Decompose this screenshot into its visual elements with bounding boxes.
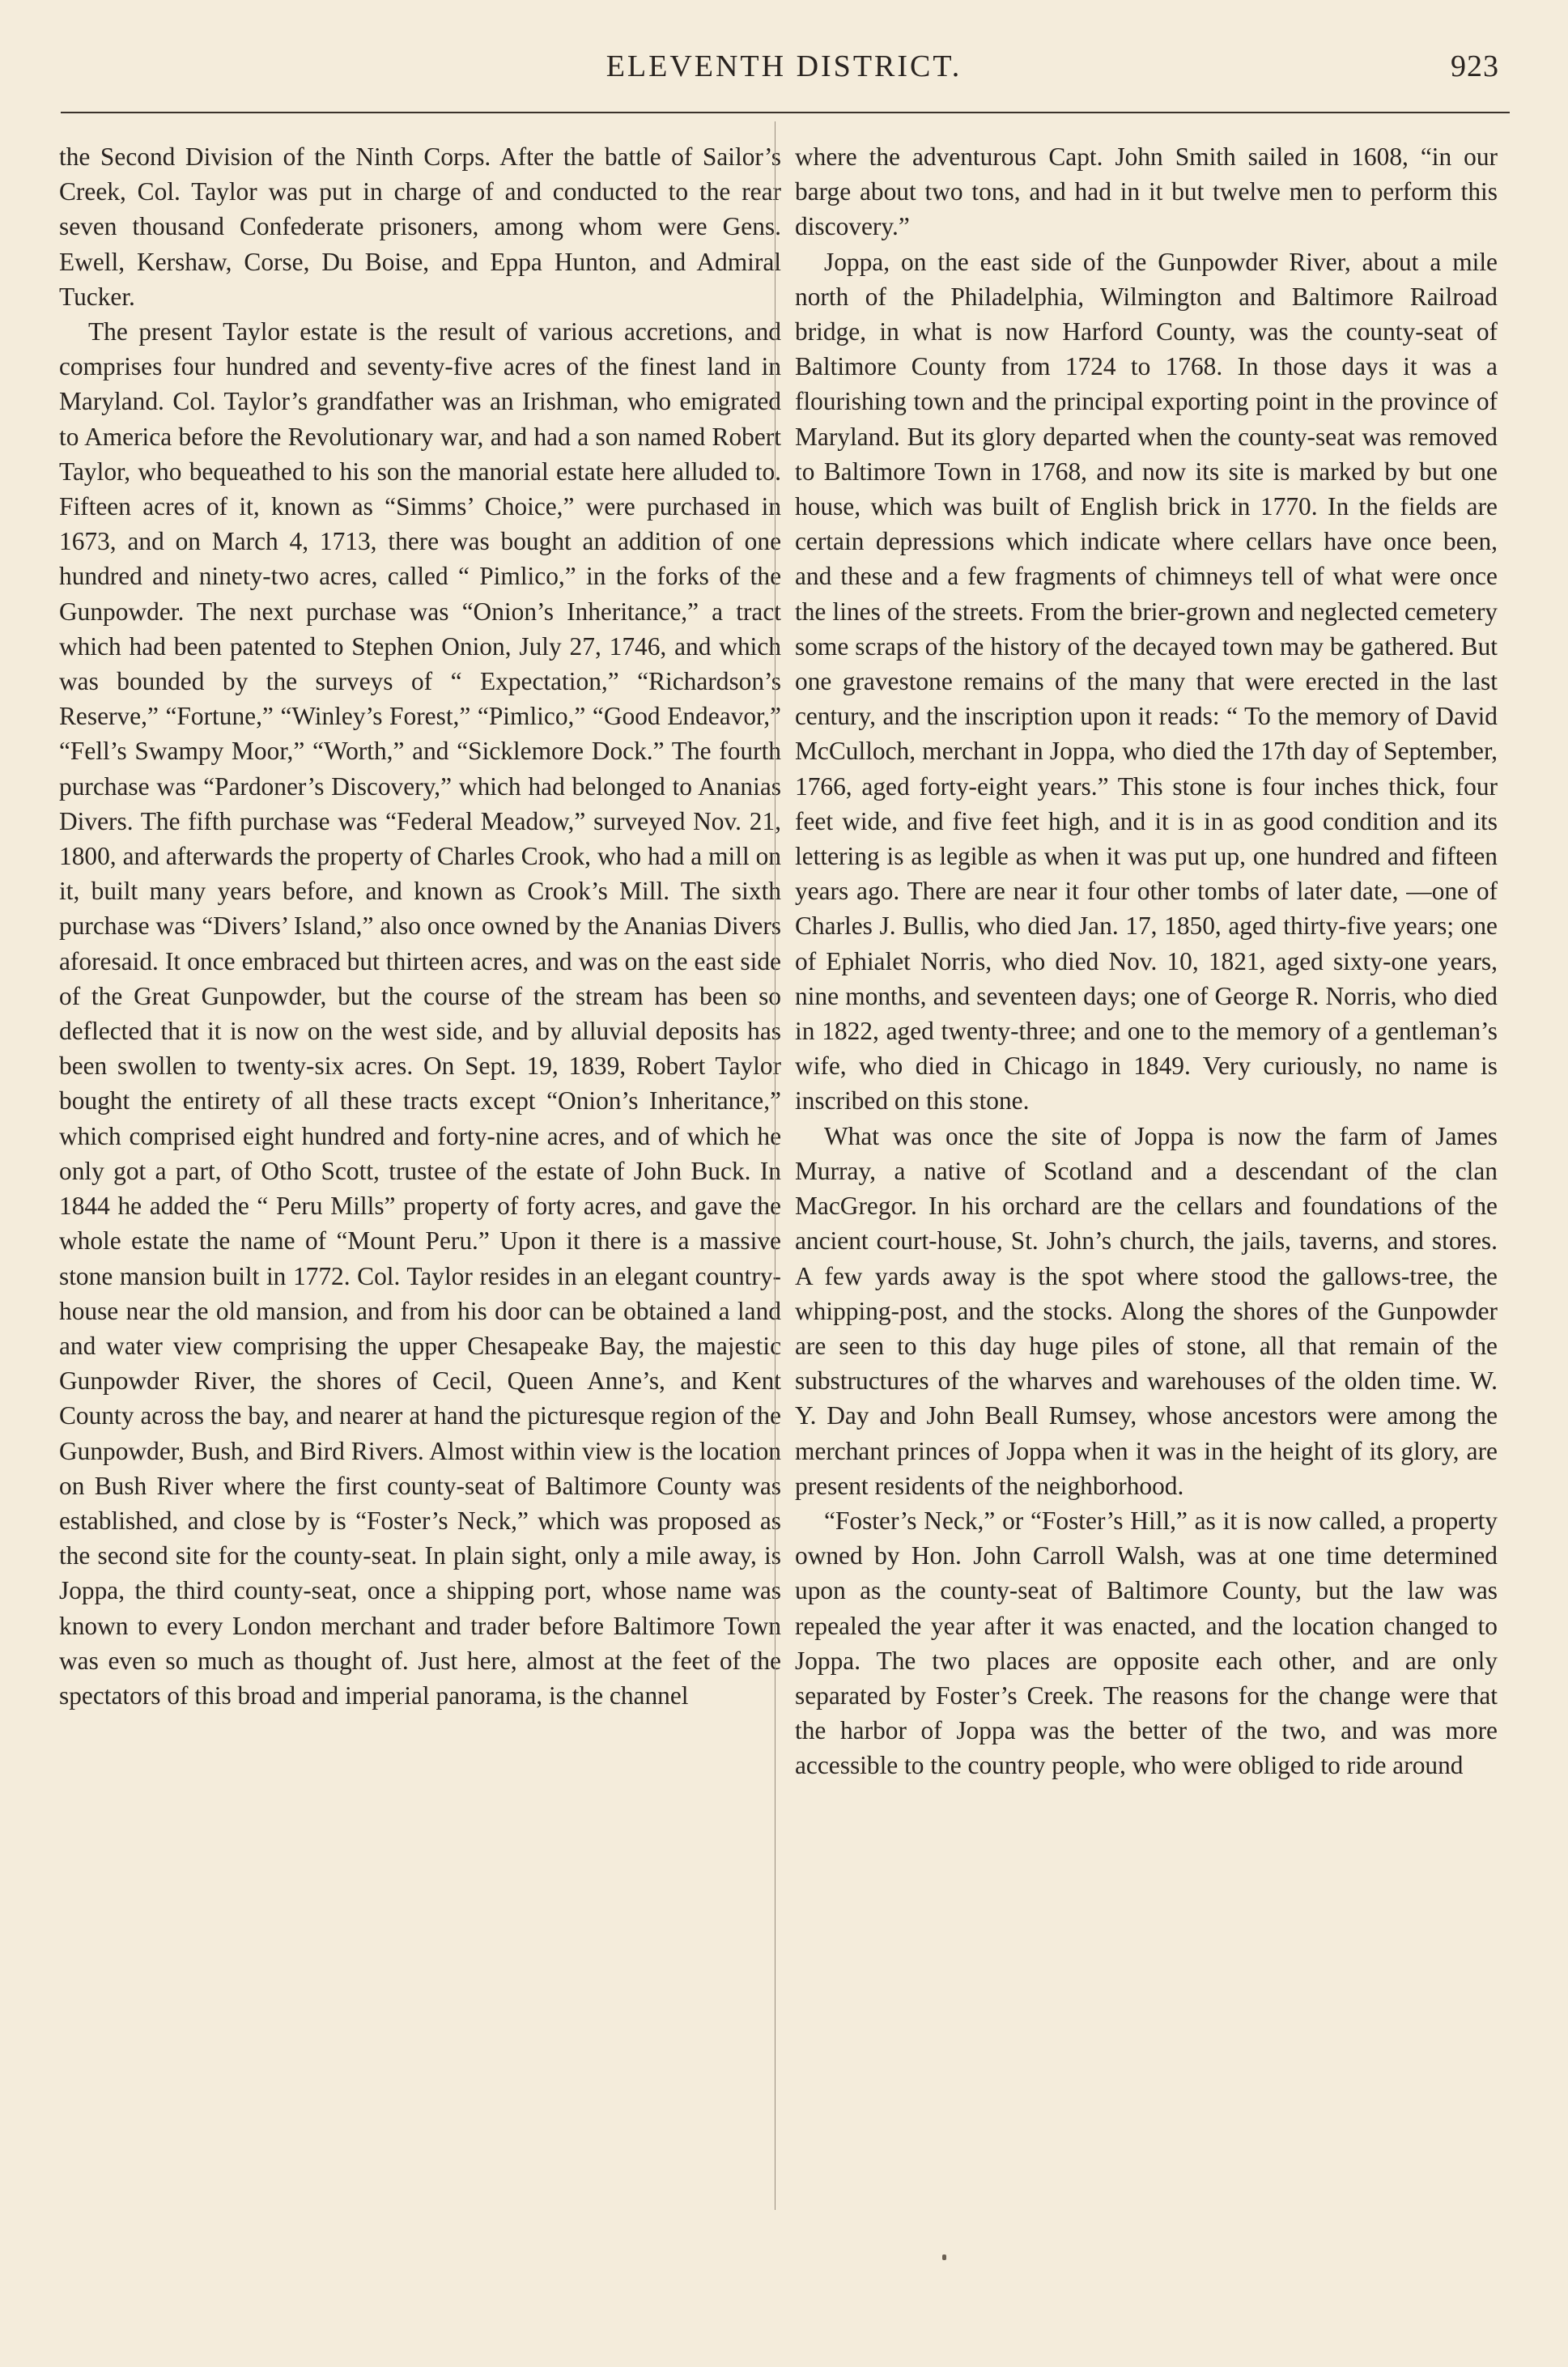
left-column bbox=[59, 139, 781, 2212]
paragraph-joppa: Joppa, on the east side of the Gunpowder River, about a mile north of the Philadelphia, Wilmington and Baltimore Railroad bridge, in what is now Harford County, was the county-seat of Baltimore County from 1724 to 1768. In those days it was a flourishing town and the principal exporting point in the province of Maryland. But its glory departed when the county-seat was removed to Baltimore Town in 1768, and now its site is marked by but one house, which was built of English brick in 1770. In the fields are certain depressions which indicate where cellars have once been, and these and a few fragments of chimneys tell of what were once the lines of the streets. From the brier-grown and neglected cemetery some scraps of the history of the decayed town may be gathered. But one gravestone remains of the many that were erected in the last century, and the inscription upon it reads: “ To the memory of David McCulloch, merchant in Joppa, who died the 17th day of September, 1766, aged forty-eight years.” This stone is four inches thick, four feet wide, and five feet high, and it is in as good condition and its lettering is as legible as when it was put up, one hundred and fifteen years ago. There are near it four other tombs of later date, —one of Charles J. Bullis, who died Jan. 17, 1850, aged thirty-five years; one of Ephialet Norris, who died Nov. 10, 1821, aged sixty-one years, nine months, and seventeen days; one of George R. Norris, who died in 1822, aged twenty-three; and one to the memory of a gentleman’s wife, who died in Chicago in 1849. Very curiously, no name is inscribed on this stone. bbox=[795, 247, 1498, 1116]
paragraph-continued: the Second Division of the Ninth Corps. After the battle of Sailor’s Creek, Col. Taylor was put in charge of and conducted to the rear seven thousand Confederate prisoners, among whom were Gens. Ewell, Kershaw, Corse, Du Boise, and Eppa Hunton, and Admiral Tucker. bbox=[59, 142, 781, 311]
column-divider bbox=[775, 121, 776, 2210]
right-column bbox=[795, 139, 1498, 2212]
paragraph-taylor-estate: The present Taylor estate is the result of various accretions, and comprises four hundred and seventy-five acres of the finest land in Maryland. Col. Taylor’s grandfather was an Irishman, who emigrated to America before the Revolutionary war, and had a son named Robert Taylor, who bequeathed to his son the manorial estate here alluded to. Fifteen acres of it, known as “Simms’ Choice,” were purchased in 1673, and on March 4, 1713, there was bought an addition of one hundred and ninety-two acres, called “ Pimlico,” in the forks of the Gunpowder. The next purchase was “Onion’s Inheritance,” a tract which had been patented to Stephen Onion, July 27, 1746, and which was bounded by the surveys of “ Expectation,” “Richardson’s Reserve,” “Fortune,” “Winley’s Forest,” “Pimlico,” “Good Endeavor,” “Fell’s Swampy Moor,” “Worth,” and “Sicklemore Dock.” The fourth purchase was “Pardoner’s Discovery,” which had belonged to Ananias Divers. The fifth purchase was “Federal Meadow,” surveyed Nov. 21, 1800, and afterwards the property of Charles Crook, who had a mill on it, built many years before, and known as Crook’s Mill. The sixth purchase was “Divers’ Island,” also once owned by the Ananias Divers aforesaid. It once embraced but thirteen acres, and was on the east side of the Great Gunpowder, but the course of the stream has been so deflected that it is now on the west side, and by alluvial deposits has been swollen to twenty-six acres. On Sept. 19, 1839, Robert Taylor bought the entirety of all these tracts except “Onion’s Inheritance,” which comprised eight hundred and forty-nine acres, and of which he only got a part, of Otho Scott, trustee of the estate of John Buck. In 1844 he added the “ Peru Mills” property of forty acres, and gave the whole estate the name of “Mount Peru.” Upon it there is a massive stone mansion built in 1772. Col. Taylor resides in an elegant country-house near the old mansion, and from his door can be obtained a land and water view comprising the upper Chesapeake Bay, the majestic Gunpowder River, the shores of Cecil, Queen Anne’s, and Kent County across the bay, and nearer at hand the picturesque region of the Gunpowder, Bush, and Bird Rivers. Almost within view is the location on Bush River where the first county-seat of Baltimore County was established, and close by is “Foster’s Neck,” which was proposed as the second site for the county-seat. In plain sight, only a mile away, is Joppa, the third county-seat, once a shipping port, whose name was known to every London merchant and trader before Baltimore Town was even so much as thought of. Just here, almost at the feet of the spectators of this broad and imperial panorama, is the channel bbox=[59, 317, 781, 1710]
running-title: ELEVENTH DISTRICT. bbox=[606, 49, 962, 83]
paragraph-continued: where the adventurous Capt. John Smith sailed in 1608, “in our barge about two tons, and had in it but twelve men to perform this discovery.” bbox=[795, 142, 1498, 241]
ink-speck bbox=[942, 2254, 946, 2260]
page-number: 923 bbox=[1451, 49, 1499, 83]
paragraph-fosters-neck: “Foster’s Neck,” or “Foster’s Hill,” as it is now called, a property owned by Hon. John Carroll Walsh, was at one time determined upon as the county-seat of Baltimore County, but the law was repealed the year after it was enacted, and the location changed to Joppa. The two places are opposite each other, and are only separated by Foster’s Creek. The reasons for the change were that the harbor of Joppa was the better of the two, and was more accessible to the country people, who were obliged to ride around bbox=[795, 1506, 1498, 1780]
running-head bbox=[0, 49, 1568, 97]
paragraph-joppa-site: What was once the site of Joppa is now the farm of James Murray, a native of Scotland and a descendant of the clan MacGregor. In his orchard are the cellars and foundations of the ancient court-house, St. John’s church, the jails, taverns, and stores. A few yards away is the spot where stood the gallows-tree, the whipping-post, and the stocks. Along the shores of the Gunpowder are seen to this day huge piles of stone, all that remain of the substructures of the wharves and warehouses of the olden time. W. Y. Day and John Beall Rumsey, whose ancestors were among the merchant princes of Joppa when it was in the height of its glory, are present residents of the neighborhood. bbox=[795, 1121, 1498, 1500]
header-rule bbox=[61, 112, 1510, 113]
